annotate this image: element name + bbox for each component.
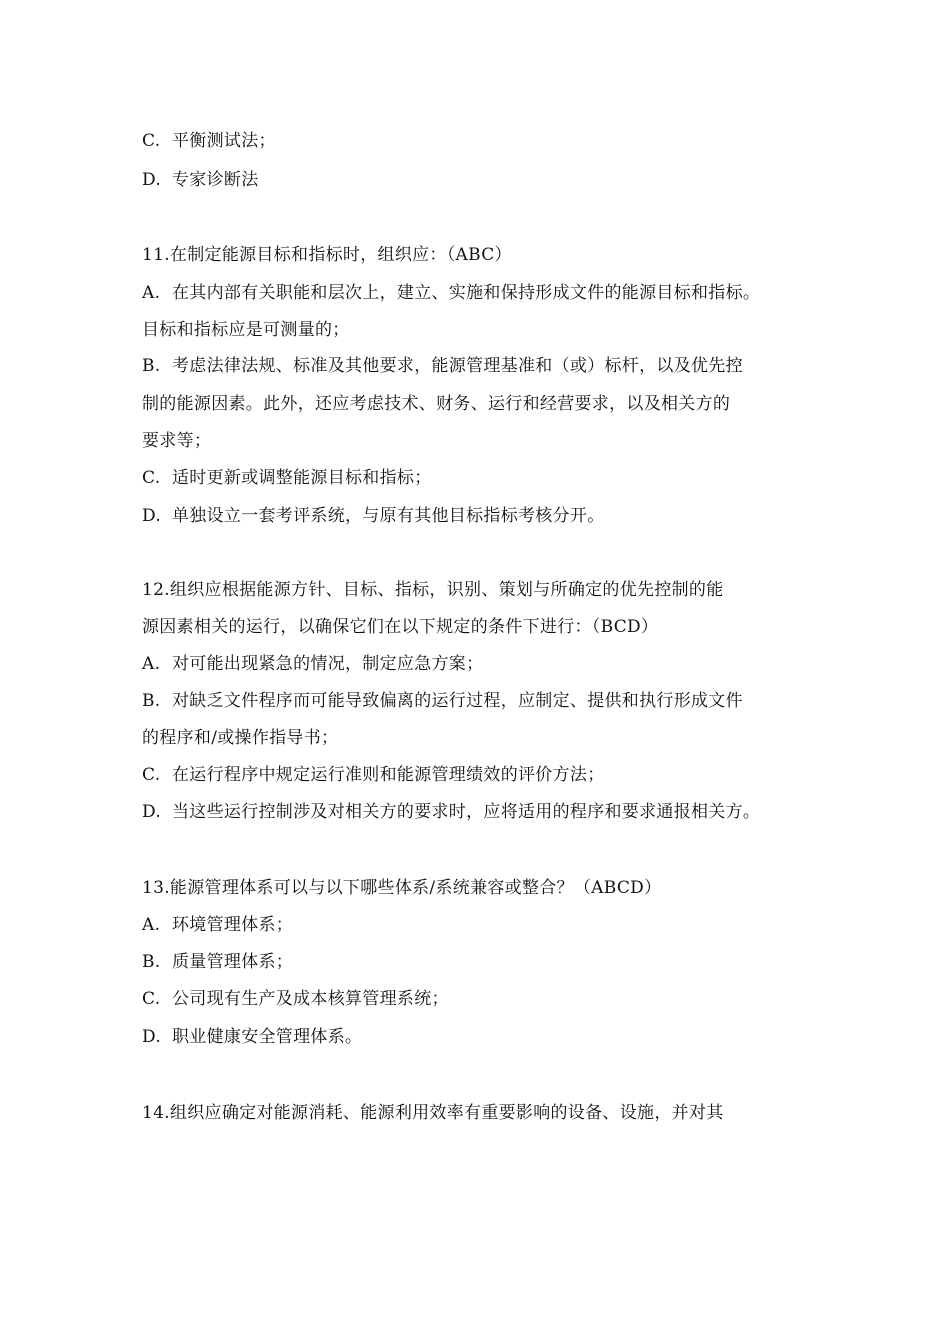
option-letter: A.: [142, 283, 161, 303]
q12-stem-line-2: 源因素相关的运行，以确保它们在以下规定的条件下进行：（BCD）: [142, 617, 659, 637]
q10-option-d: [142, 169, 259, 191]
q11-option-a: [142, 282, 760, 304]
option-text: 对缺乏文件程序而可能导致偏离的运行过程，应制定、提供和执行形成文件: [172, 691, 743, 711]
q14-stem: 14.组织应确定对能源消耗、能源利用效率有重要影响的设备、设施，并对其: [142, 1103, 724, 1123]
option-text: 平衡测试法；: [172, 131, 276, 151]
option-letter: D.: [142, 1027, 162, 1047]
option-letter: C.: [142, 765, 161, 785]
option-text: 考虑法律法规、标准及其他要求，能源管理基准和（或）标杆，以及优先控: [172, 356, 743, 376]
option-letter: B.: [142, 356, 161, 376]
option-letter: C.: [142, 131, 161, 151]
option-letter: D.: [142, 802, 162, 822]
q11-stem: 11.在制定能源目标和指标时，组织应：（ABC）: [142, 245, 512, 265]
q11-option-a-continuation: 目标和指标应是可测量的；: [142, 320, 350, 340]
option-text: 在其内部有关职能和层次上，建立、实施和保持形成文件的能源目标和指标。: [172, 283, 761, 303]
q11-option-c: [142, 467, 432, 489]
q11-option-b-continuation-2: 要求等；: [142, 431, 212, 451]
q12-option-d: [142, 801, 760, 823]
q11-option-d: [142, 505, 605, 527]
q12-stem-line-1: 12.组织应根据能源方针、目标、指标，识别、策划与所确定的优先控制的能: [142, 580, 724, 600]
option-text: 职业健康安全管理体系。: [172, 1027, 363, 1047]
option-text: 在运行程序中规定运行准则和能源管理绩效的评价方法；: [172, 765, 605, 785]
q13-stem: 13.能源管理体系可以与以下哪些体系/系统兼容或整合？（ABCD）: [142, 878, 662, 898]
q13-option-b: [142, 951, 293, 973]
q12-option-c: [142, 764, 605, 786]
q12-option-b-continuation: 的程序和/或操作指导书；: [142, 728, 339, 748]
q13-option-a: [142, 914, 293, 936]
option-letter: A.: [142, 915, 161, 935]
q13-option-c: [142, 988, 449, 1010]
option-letter: C.: [142, 468, 161, 488]
q11-option-b-continuation-1: 制的能源因素。此外，还应考虑技术、财务、运行和经营要求，以及相关方的: [142, 394, 731, 414]
option-text: 公司现有生产及成本核算管理系统；: [172, 989, 449, 1009]
option-text: 质量管理体系；: [172, 952, 294, 972]
option-letter: D.: [142, 506, 162, 526]
q13-option-d: [142, 1026, 362, 1048]
option-letter: A.: [142, 654, 161, 674]
option-text: 环境管理体系；: [172, 915, 294, 935]
option-text: 对可能出现紧急的情况，制定应急方案；: [172, 654, 484, 674]
option-text: 单独设立一套考评系统，与原有其他目标指标考核分开。: [172, 506, 605, 526]
option-text: 专家诊断法: [172, 170, 259, 190]
option-text: 适时更新或调整能源目标和指标；: [172, 468, 432, 488]
q12-option-b: [142, 690, 743, 712]
option-letter: D.: [142, 170, 162, 190]
option-letter: C.: [142, 989, 161, 1009]
option-letter: B.: [142, 691, 161, 711]
option-letter: B.: [142, 952, 161, 972]
q11-option-b: [142, 355, 743, 377]
q12-option-a: [142, 653, 483, 675]
option-text: 当这些运行控制涉及对相关方的要求时，应将适用的程序和要求通报相关方。: [172, 802, 761, 822]
q10-option-c: [142, 130, 276, 152]
